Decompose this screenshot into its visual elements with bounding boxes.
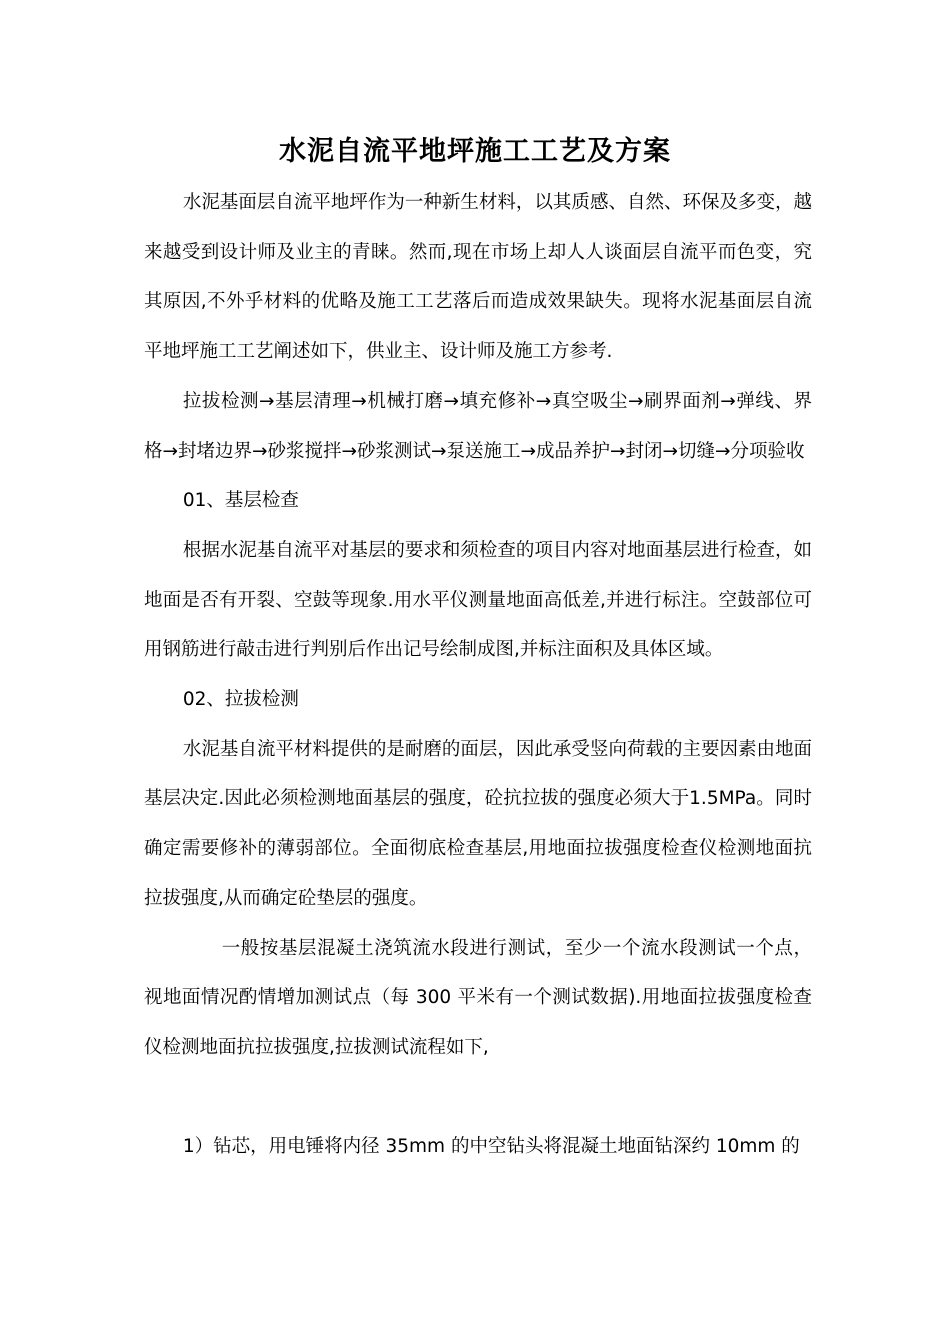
paragraph-test-points: 一般按基层混凝土浇筑流水段进行测试，至少一个流水段测试一个点，视地面情况酌情增加测试点（每 300 平米有一个测试数据).用地面拉拔强度检查仪检测地面抗拉拔强度,拉拔测试流程如下, [144,937,812,1058]
section-heading-02: 02、拉拔检测 [182,689,299,711]
paragraph-pull-test: 水泥基自流平材料提供的是耐磨的面层，因此承受竖向荷载的主要因素由地面基层决定.因此必须检测地面基层的强度，砼抗拉拔的强度必须大于1.5MPa。同时确定需要修补的薄弱部位。全面彻底检查基层,用地面拉拔强度检查仪检测地面抗拉拔强度,从而确定砼垫层的强度。 [144,738,812,909]
paragraph-base-inspection: 根据水泥基自流平对基层的要求和须检查的项目内容对地面基层进行检查，如地面是否有开裂、空鼓等现象.用水平仪测量地面高低差,并进行标注。空鼓部位可用钢筋进行敲击进行判别后作出记号绘制成图,并标注面积及具体区域。 [144,539,812,661]
document-body [144,178,812,1172]
paragraph-step-1: 1）钻芯，用电锤将内径 35mm 的中空钻头将混凝土地面钻深约 10mm 的 [182,1136,800,1158]
document-title: 水泥自流平地坪施工工艺及方案 [279,136,671,167]
paragraph-process-flow: 拉拔检测→基层清理→机械打磨→填充修补→真空吸尘→刷界面剂→弹线、界格→封堵边界→砂浆搅拌→砂浆测试→泵送施工→成品养护→封闭→切缝→分项验收 [144,390,812,462]
paragraph-intro: 水泥基面层自流平地坪作为一种新生材料，以其质感、自然、环保及多变，越来越受到设计师及业主的青睐。然而,现在市场上却人人谈面层自流平而色变，究其原因,不外乎材料的优略及施工工艺落后而造成效果缺失。现将水泥基面层自流平地坪施工工艺阐述如下，供业主、设计师及施工方参考. [144,192,812,363]
section-heading-01: 01、基层检查 [182,490,299,512]
